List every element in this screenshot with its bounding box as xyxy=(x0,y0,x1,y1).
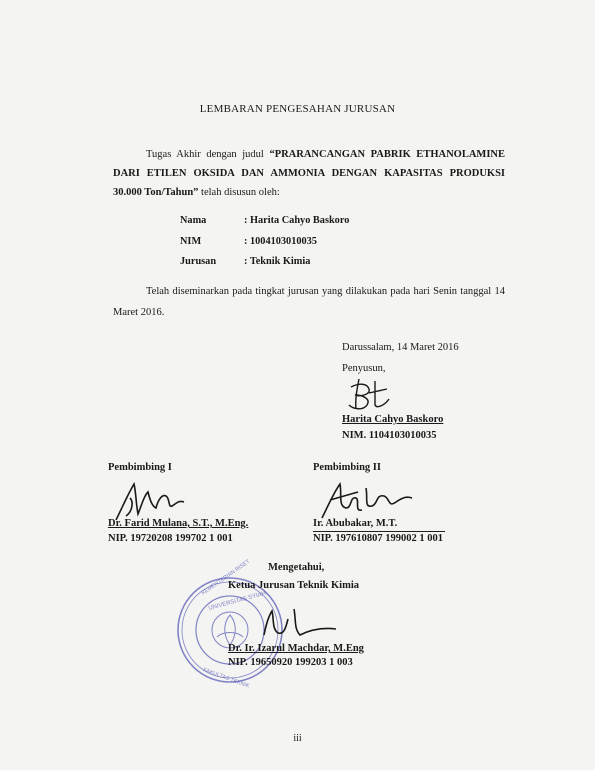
acknowledged-label: Mengetahui, xyxy=(268,562,325,573)
head-role: Ketua Jurusan Teknik Kimia xyxy=(228,580,359,591)
department-value: : Teknik Kimia xyxy=(244,256,311,267)
supervisor2-name-underline xyxy=(313,531,445,532)
supervisor2-nip: NIP. 197610807 199002 1 001 xyxy=(313,533,443,544)
svg-text:FAKULTAS TEKNIK: FAKULTAS TEKNIK xyxy=(202,667,251,690)
author-nim: NIM. 1104103010035 xyxy=(342,430,437,441)
supervisor1-signature xyxy=(112,478,192,523)
page-number: iii xyxy=(293,733,302,744)
name-label: Nama xyxy=(180,215,207,226)
author-role: Penyusun, xyxy=(342,363,386,374)
intro-paragraph xyxy=(113,145,505,202)
place-date: Darussalam, 14 Maret 2016 xyxy=(342,342,459,353)
head-nip: NIP. 19650920 199203 1 003 xyxy=(228,657,353,668)
nim-label: NIM xyxy=(180,235,202,247)
seminar-paragraph xyxy=(113,281,505,323)
svg-text:UNIVERSITAS SYIAH: UNIVERSITAS SYIAH xyxy=(207,590,267,612)
head-signature xyxy=(258,605,338,640)
supervisor1-label: Pembimbing I xyxy=(108,462,172,473)
author-signature xyxy=(345,375,405,415)
intro-lead: Tugas Akhir dengan judul xyxy=(146,149,264,160)
supervisor1-nip: NIP. 19720208 199702 1 001 xyxy=(108,533,233,544)
svg-text:KEMENTERIAN RISET: KEMENTERIAN RISET xyxy=(200,558,252,597)
page-title: LEMBARAN PENGESAHAN JURUSAN xyxy=(199,103,396,115)
department-label: Jurusan xyxy=(180,256,217,267)
supervisor2-signature xyxy=(316,478,416,523)
seminar-text: Telah diseminarkan pada tingkat jurusan yang dilakukan pada hari Senin tanggal 14 Maret 2016. xyxy=(113,286,505,318)
nim-value: : 1004103010035 xyxy=(244,235,317,247)
intro-tail: telah disusun oleh: xyxy=(201,187,280,198)
supervisor2-label: Pembimbing II xyxy=(313,462,381,473)
author-name: Harita Cahyo Baskoro xyxy=(342,414,444,425)
supervisor1-name: Dr. Farid Mulana, S.T., M.Eng. xyxy=(108,518,249,529)
student-info xyxy=(180,211,349,273)
supervisor2-name: Ir. Abubakar, M.T. xyxy=(313,518,398,529)
name-value: : Harita Cahyo Baskoro xyxy=(244,215,350,226)
head-name: Dr. Ir. Izarul Machdar, M.Eng xyxy=(228,643,364,654)
thesis-title: “PRARANCANGAN PABRIK ETHANOLAMINE DARI ETILEN OKSIDA DAN AMMONIA DENGAN KAPASITAS PRODUKSI 30.000 Ton/Tahun” xyxy=(113,149,505,198)
